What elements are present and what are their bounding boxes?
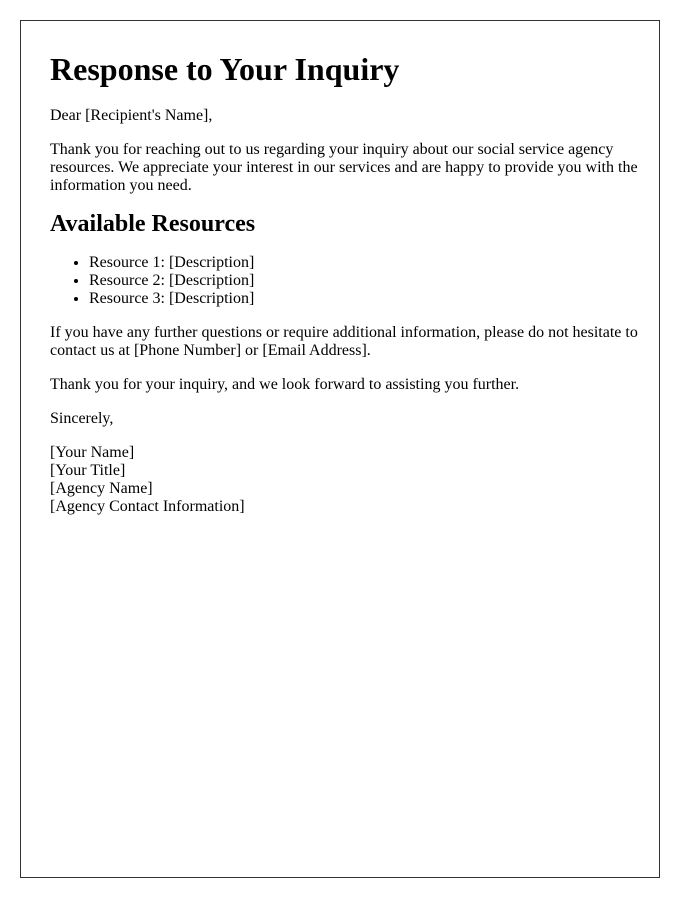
closing: Sincerely, xyxy=(50,410,114,427)
signature-block xyxy=(50,444,640,516)
resources-heading: Available Resources xyxy=(50,211,256,237)
further-info-paragraph: If you have any further questions or require additional information, please do not hesitate to contact us at [Phone Number] or [Email Address]. xyxy=(50,324,638,359)
signature-name: [Your Name] xyxy=(50,444,135,461)
thanks-paragraph: Thank you for your inquiry, and we look forward to assisting you further. xyxy=(50,376,520,393)
page-title: Response to Your Inquiry xyxy=(50,51,400,87)
list-item: • Resource 2: [Description] xyxy=(89,272,640,290)
list-item: • Resource 3: [Description] xyxy=(89,290,640,308)
greeting: Dear [Recipient's Name], xyxy=(50,107,213,124)
list-item: • Resource 1: [Description] xyxy=(89,254,640,272)
signature-agency: [Agency Name] xyxy=(50,480,153,497)
letter-content xyxy=(50,51,640,516)
signature-title: [Your Title] xyxy=(50,462,126,479)
intro-paragraph: Thank you for reaching out to us regarding your inquiry about our social service agency resources. We appreciate your interest in our services and are happy to provide you with the information you need. xyxy=(50,141,638,194)
signature-contact: [Agency Contact Information] xyxy=(50,498,245,515)
resources-list xyxy=(50,254,640,308)
letter-page xyxy=(20,20,660,878)
